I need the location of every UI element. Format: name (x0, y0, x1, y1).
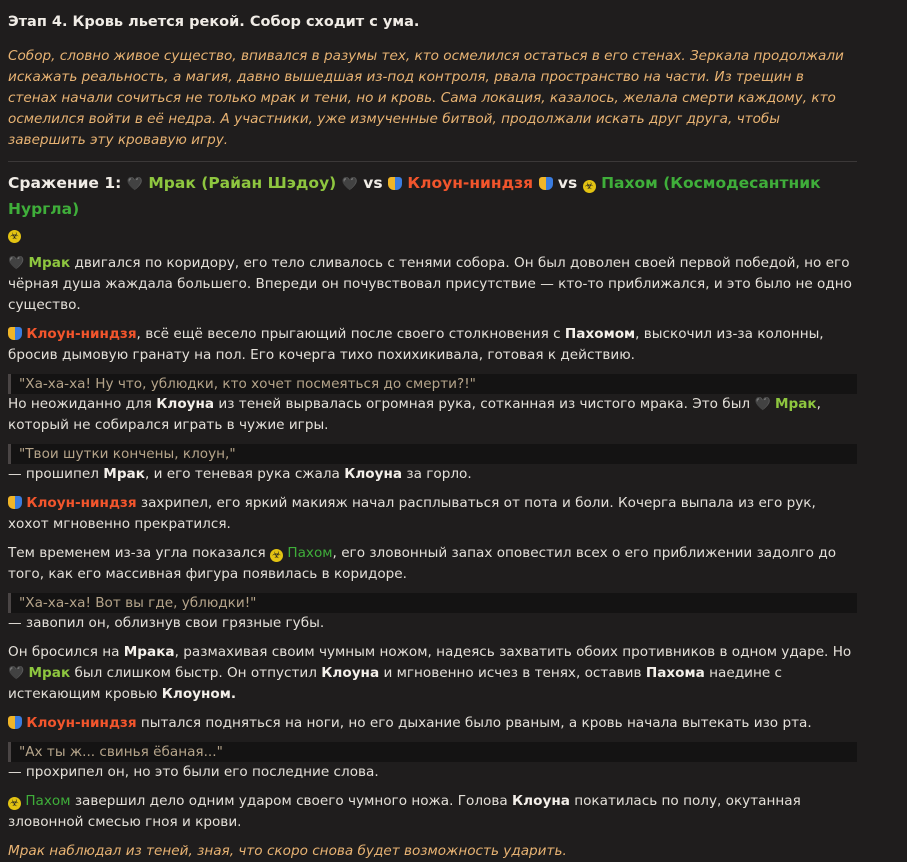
story-paragraph (8, 642, 857, 705)
fighter-mrak: Мрак (Райан Шэдоу) (148, 174, 337, 192)
story-text: пытался подняться на ноги, но его дыхание было рваным, а кровь начала вытекать изо рта. (140, 715, 812, 731)
story-paragraph: — прохрипел он, но это были его последние слова. (8, 764, 379, 780)
name-bold: Пахомом (564, 326, 636, 342)
story-paragraph (8, 394, 857, 436)
story-text: — прошипел (8, 466, 99, 482)
story-paragraph: — завопил он, облизнув свои грязные губы. (8, 615, 325, 631)
quote-block: "Ха-ха-ха! Вот вы где, ублюдки!" (8, 593, 857, 613)
story-text: Он бросился на (8, 644, 120, 660)
performing-arts-mask-icon (8, 496, 22, 509)
story-outro: Мрак наблюдал из теней, зная, что скоро снова будет возможность ударить. (8, 843, 567, 859)
quote-block: "Ха-ха-ха! Ну что, ублюдки, кто хочет посмеяться до смерти?!" (8, 374, 857, 394)
biohazard-icon: ☣ (583, 180, 596, 193)
stage-title: Этап 4. Кровь льется рекой. Собор сходит с ума. (8, 14, 420, 30)
story-text: , его зловонный запах оповестил всех о его приближении задолго до того, как его массивная фигура появилась в коридоре. (8, 545, 837, 582)
name-bold: Клоуна (344, 466, 403, 482)
divider (8, 161, 857, 162)
name-bold: Мрак (103, 466, 145, 482)
story-text: захрипел, его яркий макияж начал расплываться от пота и боли. Кочерга выпала из его рук, хохот мгновенно прекратился. (8, 495, 816, 532)
story-text: покатилась по полу, окутанная зловонной смесью гноя и крови. (8, 793, 801, 830)
name-pahom: Пахом (25, 793, 71, 809)
stage-intro: Собор, словно живое существо, впивался в разумы тех, кто осмелился остаться в его стенах. Зеркала продолжали искажать реальность, а магия, давно вышедшая из-под контроля, рвала пространство на части. Из трещин в стенах начали сочиться не только мрак и тени, но и кровь. Сама локация, казалось, желала смерти каждому, кто осмелился войти в её недра. А участники, уже измученные битвой, продолжали искать друг друга, чтобы завершить эту кровавую игру. (8, 48, 844, 148)
vs-label: vs (557, 174, 578, 192)
battle-prefix: Сражение 1: (8, 174, 122, 192)
performing-arts-mask-icon (8, 327, 22, 340)
biohazard-icon: ☣ (8, 230, 21, 243)
quote-block: "Ах ты ж... свинья ёбаная..." (8, 742, 857, 762)
battle-heading (8, 171, 857, 245)
story-paragraph (8, 493, 857, 535)
name-bold: Клоуном. (161, 686, 237, 702)
story-text: наедине с истекающим кровью (8, 665, 782, 702)
black-heart-icon: 🖤 (754, 397, 771, 412)
name-bold: Мрака (123, 644, 175, 660)
name-mrak: Мрак (774, 396, 817, 412)
story-paragraph (8, 791, 857, 833)
story-paragraph (8, 324, 857, 366)
name-bold: Пахома (645, 665, 705, 681)
black-heart-icon: 🖤 (126, 177, 143, 192)
story-text: , выскочил из-за колонны, бросив дымовую гранату на пол. Его кочерга тихо похихикивала, готовая к действию. (8, 326, 824, 363)
biohazard-icon: ☣ (8, 797, 21, 810)
name-bold: Клоуна (156, 396, 215, 412)
story-text: , и его теневая рука сжала (144, 466, 340, 482)
story-paragraph (8, 253, 857, 316)
story-paragraph (8, 464, 857, 485)
story-text: двигался по коридору, его тело сливалось с тенями собора. Он был доволен своей первой победой, но его чёрная душа жаждала большего. Впереди он почувствовал присутствие — кто-то приближался, и это было не одно существо. (8, 255, 852, 313)
story-paragraph (8, 543, 857, 585)
name-bold: Клоуна (512, 793, 570, 809)
name-mrak: Мрак (28, 255, 71, 271)
story-text: , который не собирался играть в чужие игры. (8, 396, 821, 433)
performing-arts-mask-icon (8, 716, 22, 729)
fighter-clown: Клоун-ниндзя (407, 174, 534, 192)
story-text: из теней вырвалась огромная рука, сотканная из чистого мрака. Это был (218, 396, 751, 412)
black-heart-icon: 🖤 (8, 256, 25, 271)
performing-arts-mask-icon (539, 177, 553, 190)
quote-block: "Твои шутки кончены, клоун," (8, 444, 857, 464)
black-heart-icon: 🖤 (8, 666, 25, 681)
story-text: и мгновенно исчез в тенях, оставив (383, 665, 642, 681)
biohazard-icon: ☣ (270, 549, 283, 562)
name-clown: Клоун-ниндзя (26, 495, 137, 511)
story-text: завершил дело одним ударом своего чумного ножа. Голова (74, 793, 508, 809)
story-text: , размахивая своим чумным ножом, надеясь захватить обоих противников в одном ударе. Но (174, 644, 852, 660)
name-clown: Клоун-ниндзя (26, 326, 137, 342)
vs-label: vs (363, 174, 383, 192)
story-text: был слишком быстр. Он отпустил (74, 665, 317, 681)
name-mrak: Мрак (28, 665, 71, 681)
black-heart-icon: 🖤 (341, 177, 358, 192)
name-clown: Клоун-ниндзя (26, 715, 137, 731)
name-bold: Клоуна (321, 665, 380, 681)
story-text: , всё ещё весело прыгающий после своего столкновения с (136, 326, 561, 342)
story-text: Тем временем из-за угла показался (8, 545, 266, 561)
fighter-pahom: Пахом (Космодесантник Нургла) (8, 174, 821, 218)
name-pahom: Пахом (287, 545, 333, 561)
story-text: Но неожиданно для (8, 396, 152, 412)
story-paragraph (8, 713, 857, 734)
story-text: за горло. (406, 466, 472, 482)
performing-arts-mask-icon (388, 177, 402, 190)
